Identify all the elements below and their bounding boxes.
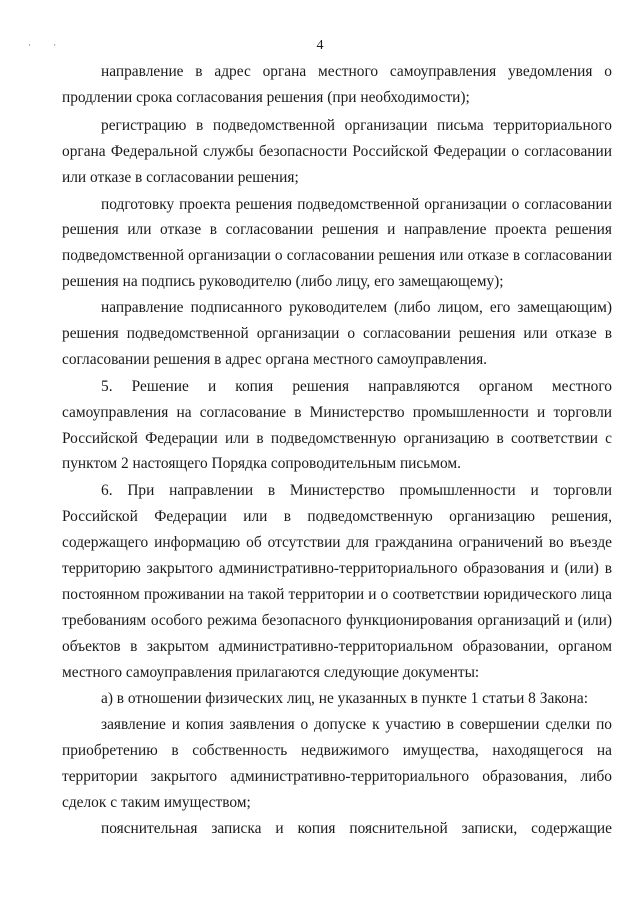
text-line: приобретению в собственность недвижимого имущества, находящегося на — [62, 742, 612, 759]
text-line: а) в отношении физических лиц, не указанных в пункте 1 статьи 8 Закона: — [101, 690, 589, 707]
text-line: регистрацию в подведомственной организации письма территориального — [101, 117, 612, 134]
text-line: или отказе в согласовании решения; — [62, 169, 299, 186]
text-line: 6. При направлении в Министерство промышленности и торговли — [101, 482, 612, 499]
text-line: Российской Федерации или в подведомственную организацию решения, — [62, 508, 612, 525]
text-line: согласовании решения в адрес органа местного самоуправления. — [62, 351, 488, 368]
text-line: органа Федеральной службы безопасности Российской Федерации о согласовании — [62, 143, 612, 160]
text-line: направление в адрес органа местного самоуправления уведомления о — [101, 63, 612, 80]
text-line: 5. Решение и копия решения направляются органом местного — [101, 378, 612, 395]
text-line: решения или отказе в согласовании решения и направление проекта решения — [62, 221, 612, 238]
text-line: решения подведомственной организации о согласовании решения или отказе в — [62, 325, 612, 342]
text-line: направление подписанного руководителем (либо лицом, его замещающим) — [101, 299, 612, 316]
text-line: требованиям особого режима безопасного функционирования организаций и (или) — [62, 612, 612, 629]
text-line: содержащего информацию об отсутствии для гражданина ограничений во въезде — [62, 534, 612, 551]
text-line: продлении срока согласования решения (при необходимости); — [62, 89, 470, 106]
text-line: сделок с таким имуществом; — [62, 794, 251, 811]
text-line: пунктом 2 настоящего Порядка сопроводительным письмом. — [62, 455, 461, 472]
text-line: территории закрытого административно-территориального образования, либо — [62, 768, 612, 785]
text-line: территорию закрытого административно-территориального образования и (или) в — [62, 560, 612, 577]
text-line: местного самоуправления прилагаются следующие документы: — [62, 664, 480, 681]
text-line: подведомственной организации о согласовании решения или отказе в согласовании — [62, 247, 612, 264]
text-line: постоянном проживании на такой территории и о соответствии юридического лица — [62, 586, 612, 603]
text-line: самоуправления на согласование в Министерство промышленности и торговли — [62, 404, 612, 421]
margin-mark: · · — [28, 40, 67, 50]
text-line: пояснительная записка и копия пояснительной записки, содержащие — [101, 820, 612, 837]
text-line: подготовку проекта решения подведомственной организации о согласовании — [101, 196, 612, 213]
text-line: решения на подпись руководителю (либо лицу, его замещающему); — [62, 273, 504, 290]
text-line: Российской Федерации или в подведомственную организацию в соответствии с — [62, 430, 612, 447]
text-line: заявление и копия заявления о допуске к участию в совершении сделки по — [101, 716, 612, 733]
page-number: 4 — [316, 38, 324, 53]
text-line: объектов в закрытом административно-территориальном образовании, органом — [62, 638, 612, 655]
